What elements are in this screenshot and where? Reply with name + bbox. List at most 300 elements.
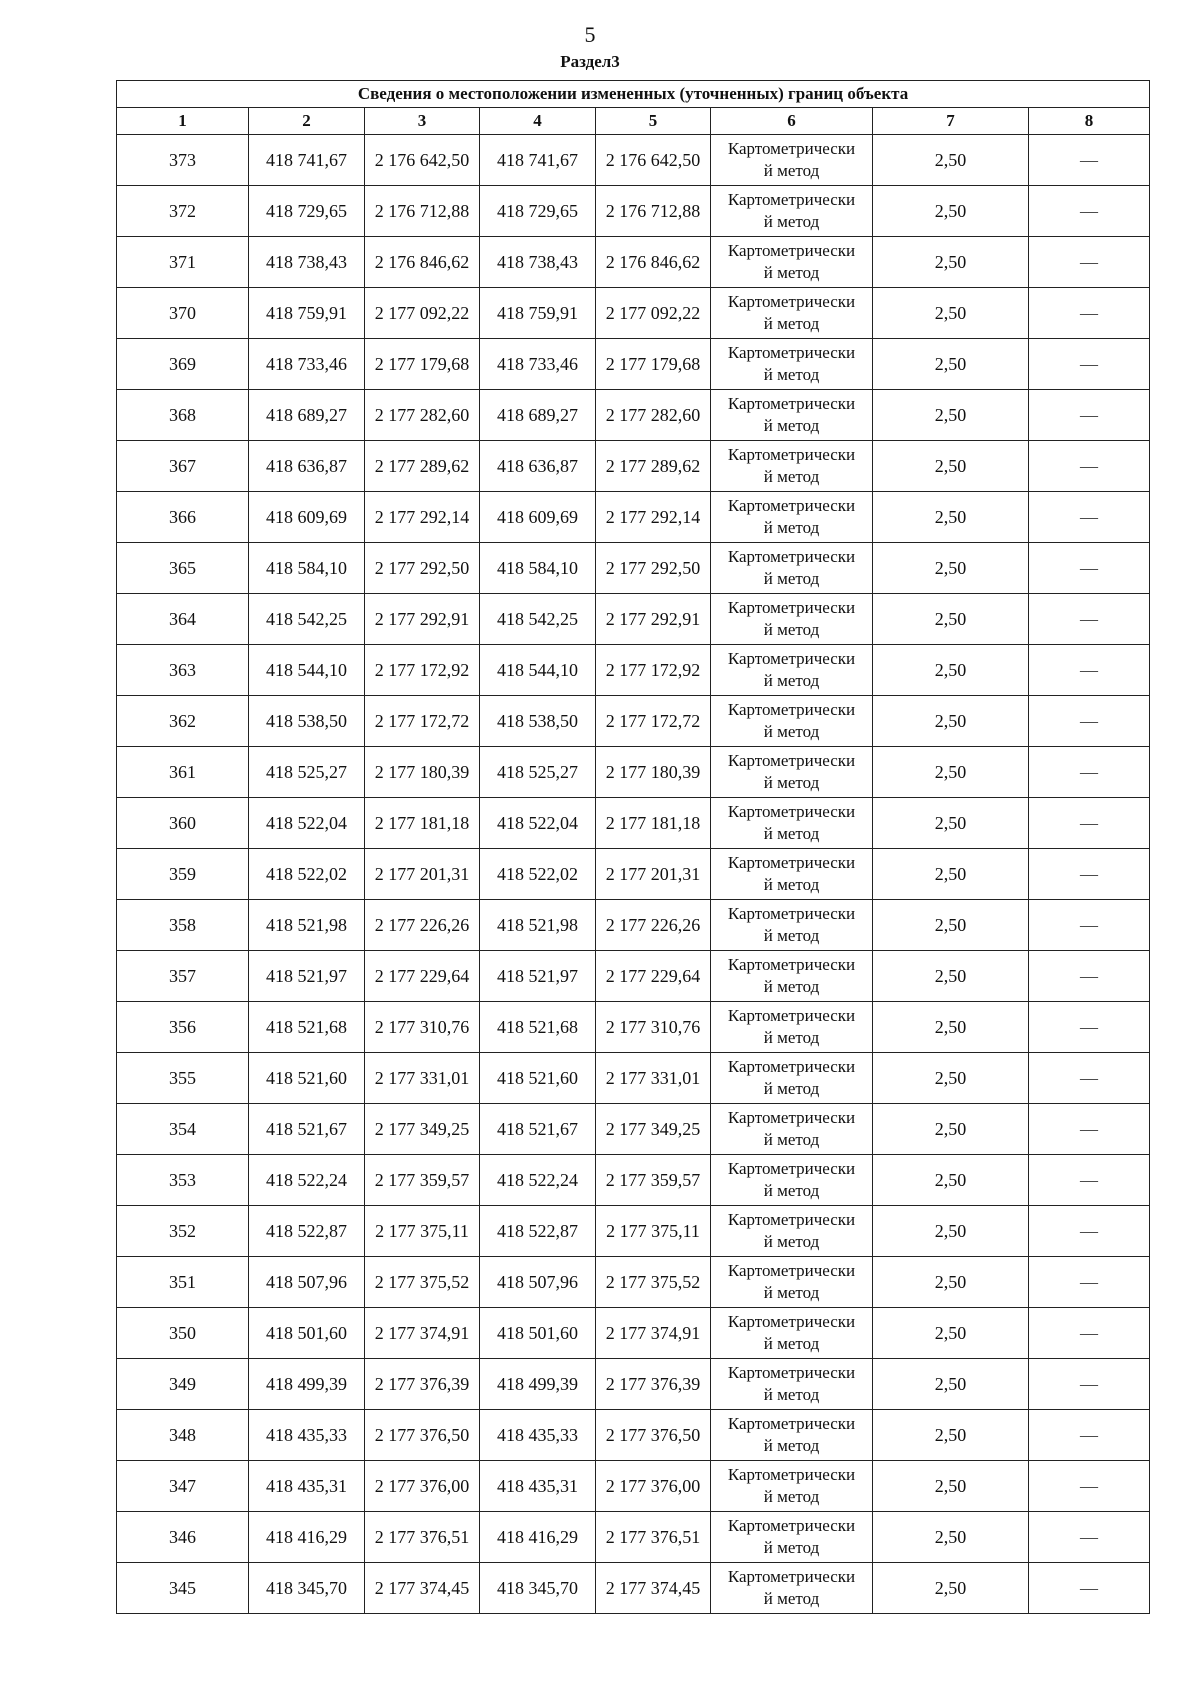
empty-dash-cell: — xyxy=(1029,645,1150,696)
empty-dash-cell: — xyxy=(1029,849,1150,900)
accuracy-cell: 2,50 xyxy=(873,1053,1029,1104)
method-line-2: й метод xyxy=(763,1283,820,1302)
x-existing-cell: 418 733,46 xyxy=(249,339,365,390)
x-existing-cell: 418 759,91 xyxy=(249,288,365,339)
y-existing-cell: 2 177 282,60 xyxy=(365,390,480,441)
point-number-cell: 355 xyxy=(117,1053,249,1104)
table-row xyxy=(117,1155,1150,1206)
method-cell xyxy=(711,1359,873,1410)
x-new-cell: 418 521,97 xyxy=(480,951,596,1002)
method-line-2: й метод xyxy=(763,620,820,639)
x-new-cell: 418 689,27 xyxy=(480,390,596,441)
accuracy-cell: 2,50 xyxy=(873,543,1029,594)
accuracy-cell: 2,50 xyxy=(873,135,1029,186)
y-existing-cell: 2 177 310,76 xyxy=(365,1002,480,1053)
method-line-2: й метод xyxy=(763,875,820,894)
method-line-2: й метод xyxy=(763,1181,820,1200)
method-cell xyxy=(711,441,873,492)
table-row xyxy=(117,288,1150,339)
x-existing-cell: 418 729,65 xyxy=(249,186,365,237)
x-new-cell: 418 507,96 xyxy=(480,1257,596,1308)
y-existing-cell: 2 177 374,91 xyxy=(365,1308,480,1359)
accuracy-cell: 2,50 xyxy=(873,237,1029,288)
method-cell xyxy=(711,390,873,441)
y-new-cell: 2 177 376,39 xyxy=(596,1359,711,1410)
method-cell xyxy=(711,186,873,237)
x-existing-cell: 418 435,31 xyxy=(249,1461,365,1512)
method-cell xyxy=(711,1512,873,1563)
empty-dash-cell: — xyxy=(1029,390,1150,441)
column-number-5: 5 xyxy=(596,108,711,135)
point-number-cell: 347 xyxy=(117,1461,249,1512)
empty-dash-cell: — xyxy=(1029,1206,1150,1257)
method-cell xyxy=(711,1155,873,1206)
accuracy-cell: 2,50 xyxy=(873,1308,1029,1359)
method-cell xyxy=(711,900,873,951)
x-new-cell: 418 636,87 xyxy=(480,441,596,492)
table-row xyxy=(117,1563,1150,1614)
column-number-4: 4 xyxy=(480,108,596,135)
point-number-cell: 368 xyxy=(117,390,249,441)
method-line-2: й метод xyxy=(763,1232,820,1251)
accuracy-cell: 2,50 xyxy=(873,849,1029,900)
method-line-1: Картометрически xyxy=(727,700,856,719)
table-row xyxy=(117,747,1150,798)
x-existing-cell: 418 521,60 xyxy=(249,1053,365,1104)
method-line-2: й метод xyxy=(763,161,820,180)
x-new-cell: 418 345,70 xyxy=(480,1563,596,1614)
accuracy-cell: 2,50 xyxy=(873,288,1029,339)
method-line-1: Картометрически xyxy=(727,1159,856,1178)
y-existing-cell: 2 177 092,22 xyxy=(365,288,480,339)
method-line-1: Картометрически xyxy=(727,1414,856,1433)
x-new-cell: 418 544,10 xyxy=(480,645,596,696)
table-row xyxy=(117,441,1150,492)
x-existing-cell: 418 522,87 xyxy=(249,1206,365,1257)
accuracy-cell: 2,50 xyxy=(873,1002,1029,1053)
x-existing-cell: 418 522,24 xyxy=(249,1155,365,1206)
method-cell xyxy=(711,1461,873,1512)
x-existing-cell: 418 435,33 xyxy=(249,1410,365,1461)
x-existing-cell: 418 345,70 xyxy=(249,1563,365,1614)
y-existing-cell: 2 177 172,72 xyxy=(365,696,480,747)
y-existing-cell: 2 177 376,51 xyxy=(365,1512,480,1563)
method-line-2: й метод xyxy=(763,1487,820,1506)
table-row xyxy=(117,1359,1150,1410)
x-new-cell: 418 738,43 xyxy=(480,237,596,288)
x-new-cell: 418 759,91 xyxy=(480,288,596,339)
y-new-cell: 2 176 642,50 xyxy=(596,135,711,186)
table-row xyxy=(117,390,1150,441)
method-cell xyxy=(711,747,873,798)
empty-dash-cell: — xyxy=(1029,441,1150,492)
y-existing-cell: 2 177 376,50 xyxy=(365,1410,480,1461)
empty-dash-cell: — xyxy=(1029,543,1150,594)
method-line-2: й метод xyxy=(763,1589,820,1608)
y-existing-cell: 2 176 712,88 xyxy=(365,186,480,237)
method-cell xyxy=(711,696,873,747)
y-existing-cell: 2 177 226,26 xyxy=(365,900,480,951)
accuracy-cell: 2,50 xyxy=(873,186,1029,237)
empty-dash-cell: — xyxy=(1029,1155,1150,1206)
method-cell xyxy=(711,1104,873,1155)
y-new-cell: 2 177 292,91 xyxy=(596,594,711,645)
y-new-cell: 2 177 374,45 xyxy=(596,1563,711,1614)
method-line-1: Картометрически xyxy=(727,1312,856,1331)
empty-dash-cell: — xyxy=(1029,798,1150,849)
point-number-cell: 365 xyxy=(117,543,249,594)
point-number-cell: 359 xyxy=(117,849,249,900)
method-line-1: Картометрически xyxy=(727,649,856,668)
x-new-cell: 418 538,50 xyxy=(480,696,596,747)
empty-dash-cell: — xyxy=(1029,339,1150,390)
method-line-1: Картометрически xyxy=(727,1363,856,1382)
y-new-cell: 2 177 092,22 xyxy=(596,288,711,339)
method-line-1: Картометрически xyxy=(727,1210,856,1229)
method-cell xyxy=(711,951,873,1002)
method-line-1: Картометрически xyxy=(727,1261,856,1280)
method-line-2: й метод xyxy=(763,467,820,486)
method-cell xyxy=(711,1002,873,1053)
point-number-cell: 369 xyxy=(117,339,249,390)
x-new-cell: 418 729,65 xyxy=(480,186,596,237)
method-line-2: й метод xyxy=(763,926,820,945)
boundary-coordinates-table xyxy=(116,80,1150,1614)
x-existing-cell: 418 525,27 xyxy=(249,747,365,798)
accuracy-cell: 2,50 xyxy=(873,951,1029,1002)
method-line-1: Картометрически xyxy=(727,853,856,872)
point-number-cell: 353 xyxy=(117,1155,249,1206)
column-number-3: 3 xyxy=(365,108,480,135)
point-number-cell: 346 xyxy=(117,1512,249,1563)
point-number-cell: 345 xyxy=(117,1563,249,1614)
method-line-1: Картометрически xyxy=(727,1108,856,1127)
empty-dash-cell: — xyxy=(1029,1257,1150,1308)
method-line-2: й метод xyxy=(763,1538,820,1557)
table-caption-row xyxy=(117,81,1150,108)
accuracy-cell: 2,50 xyxy=(873,645,1029,696)
method-line-1: Картометрически xyxy=(727,394,856,413)
method-cell xyxy=(711,135,873,186)
y-new-cell: 2 177 359,57 xyxy=(596,1155,711,1206)
table-row xyxy=(117,492,1150,543)
table-row xyxy=(117,1104,1150,1155)
y-existing-cell: 2 176 846,62 xyxy=(365,237,480,288)
column-number-8: 8 xyxy=(1029,108,1150,135)
column-numbers-row xyxy=(117,108,1150,135)
page-number: 5 xyxy=(584,22,596,47)
empty-dash-cell: — xyxy=(1029,288,1150,339)
method-cell xyxy=(711,594,873,645)
point-number-cell: 366 xyxy=(117,492,249,543)
x-new-cell: 418 733,46 xyxy=(480,339,596,390)
table-row xyxy=(117,951,1150,1002)
method-line-1: Картометрически xyxy=(727,1516,856,1535)
method-line-1: Картометрически xyxy=(727,241,856,260)
y-new-cell: 2 177 374,91 xyxy=(596,1308,711,1359)
accuracy-cell: 2,50 xyxy=(873,1563,1029,1614)
accuracy-cell: 2,50 xyxy=(873,747,1029,798)
y-new-cell: 2 177 375,52 xyxy=(596,1257,711,1308)
table-body xyxy=(117,135,1150,1614)
accuracy-cell: 2,50 xyxy=(873,594,1029,645)
table-row xyxy=(117,1461,1150,1512)
method-line-1: Картометрически xyxy=(727,445,856,464)
x-existing-cell: 418 507,96 xyxy=(249,1257,365,1308)
point-number-cell: 349 xyxy=(117,1359,249,1410)
empty-dash-cell: — xyxy=(1029,1512,1150,1563)
y-new-cell: 2 177 376,51 xyxy=(596,1512,711,1563)
accuracy-cell: 2,50 xyxy=(873,492,1029,543)
method-line-2: й метод xyxy=(763,416,820,435)
empty-dash-cell: — xyxy=(1029,237,1150,288)
empty-dash-cell: — xyxy=(1029,900,1150,951)
x-new-cell: 418 521,68 xyxy=(480,1002,596,1053)
y-existing-cell: 2 177 292,91 xyxy=(365,594,480,645)
y-new-cell: 2 177 375,11 xyxy=(596,1206,711,1257)
x-new-cell: 418 521,67 xyxy=(480,1104,596,1155)
method-line-2: й метод xyxy=(763,671,820,690)
x-existing-cell: 418 741,67 xyxy=(249,135,365,186)
x-existing-cell: 418 522,04 xyxy=(249,798,365,849)
table-row xyxy=(117,237,1150,288)
y-new-cell: 2 177 349,25 xyxy=(596,1104,711,1155)
empty-dash-cell: — xyxy=(1029,1359,1150,1410)
y-existing-cell: 2 177 375,11 xyxy=(365,1206,480,1257)
column-number-7: 7 xyxy=(873,108,1029,135)
x-new-cell: 418 521,98 xyxy=(480,900,596,951)
y-new-cell: 2 177 292,14 xyxy=(596,492,711,543)
method-line-2: й метод xyxy=(763,518,820,537)
method-line-2: й метод xyxy=(763,263,820,282)
section-title: Раздел3 xyxy=(560,52,620,71)
x-existing-cell: 418 542,25 xyxy=(249,594,365,645)
point-number-cell: 352 xyxy=(117,1206,249,1257)
table-row xyxy=(117,798,1150,849)
method-cell xyxy=(711,645,873,696)
x-existing-cell: 418 544,10 xyxy=(249,645,365,696)
x-existing-cell: 418 584,10 xyxy=(249,543,365,594)
point-number-cell: 373 xyxy=(117,135,249,186)
point-number-cell: 358 xyxy=(117,900,249,951)
empty-dash-cell: — xyxy=(1029,135,1150,186)
x-new-cell: 418 609,69 xyxy=(480,492,596,543)
table-row xyxy=(117,186,1150,237)
y-existing-cell: 2 177 331,01 xyxy=(365,1053,480,1104)
method-line-1: Картометрически xyxy=(727,802,856,821)
method-cell xyxy=(711,849,873,900)
point-number-cell: 356 xyxy=(117,1002,249,1053)
y-existing-cell: 2 177 376,00 xyxy=(365,1461,480,1512)
table-row xyxy=(117,594,1150,645)
method-cell xyxy=(711,798,873,849)
method-cell xyxy=(711,1206,873,1257)
x-existing-cell: 418 538,50 xyxy=(249,696,365,747)
accuracy-cell: 2,50 xyxy=(873,390,1029,441)
x-existing-cell: 418 501,60 xyxy=(249,1308,365,1359)
x-new-cell: 418 521,60 xyxy=(480,1053,596,1104)
table-row xyxy=(117,339,1150,390)
method-line-1: Картометрически xyxy=(727,190,856,209)
point-number-cell: 361 xyxy=(117,747,249,798)
method-cell xyxy=(711,1308,873,1359)
method-line-1: Картометрически xyxy=(727,292,856,311)
method-line-2: й метод xyxy=(763,1130,820,1149)
point-number-cell: 371 xyxy=(117,237,249,288)
x-existing-cell: 418 689,27 xyxy=(249,390,365,441)
method-line-1: Картометрически xyxy=(727,904,856,923)
method-line-1: Картометрически xyxy=(727,598,856,617)
x-new-cell: 418 522,02 xyxy=(480,849,596,900)
table-row xyxy=(117,1512,1150,1563)
x-existing-cell: 418 521,67 xyxy=(249,1104,365,1155)
y-new-cell: 2 177 292,50 xyxy=(596,543,711,594)
y-new-cell: 2 177 331,01 xyxy=(596,1053,711,1104)
x-existing-cell: 418 499,39 xyxy=(249,1359,365,1410)
column-number-2: 2 xyxy=(249,108,365,135)
point-number-cell: 350 xyxy=(117,1308,249,1359)
point-number-cell: 354 xyxy=(117,1104,249,1155)
y-new-cell: 2 177 376,00 xyxy=(596,1461,711,1512)
x-existing-cell: 418 521,97 xyxy=(249,951,365,1002)
point-number-cell: 372 xyxy=(117,186,249,237)
method-line-2: й метод xyxy=(763,212,820,231)
y-existing-cell: 2 177 181,18 xyxy=(365,798,480,849)
accuracy-cell: 2,50 xyxy=(873,1206,1029,1257)
y-existing-cell: 2 177 172,92 xyxy=(365,645,480,696)
table-row xyxy=(117,900,1150,951)
accuracy-cell: 2,50 xyxy=(873,339,1029,390)
y-existing-cell: 2 177 179,68 xyxy=(365,339,480,390)
x-new-cell: 418 435,33 xyxy=(480,1410,596,1461)
point-number-cell: 363 xyxy=(117,645,249,696)
y-new-cell: 2 177 289,62 xyxy=(596,441,711,492)
empty-dash-cell: — xyxy=(1029,492,1150,543)
table-row xyxy=(117,135,1150,186)
table-row xyxy=(117,696,1150,747)
empty-dash-cell: — xyxy=(1029,1053,1150,1104)
x-new-cell: 418 522,87 xyxy=(480,1206,596,1257)
y-new-cell: 2 176 846,62 xyxy=(596,237,711,288)
method-line-2: й метод xyxy=(763,1334,820,1353)
column-number-6: 6 xyxy=(711,108,873,135)
method-line-2: й метод xyxy=(763,1385,820,1404)
table-row xyxy=(117,645,1150,696)
point-number-cell: 362 xyxy=(117,696,249,747)
table-row xyxy=(117,1410,1150,1461)
y-existing-cell: 2 176 642,50 xyxy=(365,135,480,186)
x-new-cell: 418 522,04 xyxy=(480,798,596,849)
method-line-1: Картометрически xyxy=(727,343,856,362)
method-cell xyxy=(711,492,873,543)
empty-dash-cell: — xyxy=(1029,1410,1150,1461)
y-existing-cell: 2 177 201,31 xyxy=(365,849,480,900)
y-existing-cell: 2 177 375,52 xyxy=(365,1257,480,1308)
method-line-2: й метод xyxy=(763,977,820,996)
y-new-cell: 2 177 229,64 xyxy=(596,951,711,1002)
x-new-cell: 418 542,25 xyxy=(480,594,596,645)
method-line-1: Картометрически xyxy=(727,1006,856,1025)
method-line-1: Картометрически xyxy=(727,1465,856,1484)
x-existing-cell: 418 416,29 xyxy=(249,1512,365,1563)
point-number-cell: 370 xyxy=(117,288,249,339)
x-new-cell: 418 522,24 xyxy=(480,1155,596,1206)
y-existing-cell: 2 177 359,57 xyxy=(365,1155,480,1206)
y-existing-cell: 2 177 292,50 xyxy=(365,543,480,594)
empty-dash-cell: — xyxy=(1029,747,1150,798)
x-new-cell: 418 416,29 xyxy=(480,1512,596,1563)
method-cell xyxy=(711,1563,873,1614)
y-new-cell: 2 177 172,72 xyxy=(596,696,711,747)
table-row xyxy=(117,1206,1150,1257)
method-line-2: й метод xyxy=(763,1436,820,1455)
method-cell xyxy=(711,1410,873,1461)
y-new-cell: 2 177 180,39 xyxy=(596,747,711,798)
method-line-1: Картометрически xyxy=(727,955,856,974)
empty-dash-cell: — xyxy=(1029,1563,1150,1614)
accuracy-cell: 2,50 xyxy=(873,1155,1029,1206)
y-existing-cell: 2 177 374,45 xyxy=(365,1563,480,1614)
method-line-1: Картометрически xyxy=(727,751,856,770)
table-row xyxy=(117,1002,1150,1053)
method-line-1: Картометрически xyxy=(727,496,856,515)
method-line-2: й метод xyxy=(763,722,820,741)
y-existing-cell: 2 177 289,62 xyxy=(365,441,480,492)
method-line-1: Картометрически xyxy=(727,1057,856,1076)
point-number-cell: 357 xyxy=(117,951,249,1002)
table-row xyxy=(117,1053,1150,1104)
y-new-cell: 2 177 179,68 xyxy=(596,339,711,390)
empty-dash-cell: — xyxy=(1029,594,1150,645)
table-row xyxy=(117,849,1150,900)
y-new-cell: 2 177 282,60 xyxy=(596,390,711,441)
y-new-cell: 2 177 172,92 xyxy=(596,645,711,696)
y-existing-cell: 2 177 180,39 xyxy=(365,747,480,798)
accuracy-cell: 2,50 xyxy=(873,696,1029,747)
method-line-2: й метод xyxy=(763,314,820,333)
method-line-1: Картометрически xyxy=(727,547,856,566)
accuracy-cell: 2,50 xyxy=(873,441,1029,492)
method-line-2: й метод xyxy=(763,1028,820,1047)
empty-dash-cell: — xyxy=(1029,696,1150,747)
point-number-cell: 367 xyxy=(117,441,249,492)
x-existing-cell: 418 609,69 xyxy=(249,492,365,543)
accuracy-cell: 2,50 xyxy=(873,1512,1029,1563)
y-new-cell: 2 177 376,50 xyxy=(596,1410,711,1461)
accuracy-cell: 2,50 xyxy=(873,1410,1029,1461)
accuracy-cell: 2,50 xyxy=(873,1104,1029,1155)
x-new-cell: 418 435,31 xyxy=(480,1461,596,1512)
method-line-2: й метод xyxy=(763,773,820,792)
point-number-cell: 351 xyxy=(117,1257,249,1308)
method-line-2: й метод xyxy=(763,569,820,588)
y-new-cell: 2 176 712,88 xyxy=(596,186,711,237)
table-row xyxy=(117,543,1150,594)
x-new-cell: 418 501,60 xyxy=(480,1308,596,1359)
accuracy-cell: 2,50 xyxy=(873,1359,1029,1410)
empty-dash-cell: — xyxy=(1029,1104,1150,1155)
empty-dash-cell: — xyxy=(1029,186,1150,237)
point-number-cell: 360 xyxy=(117,798,249,849)
x-new-cell: 418 525,27 xyxy=(480,747,596,798)
empty-dash-cell: — xyxy=(1029,1308,1150,1359)
x-existing-cell: 418 521,68 xyxy=(249,1002,365,1053)
table-row xyxy=(117,1308,1150,1359)
x-new-cell: 418 584,10 xyxy=(480,543,596,594)
y-existing-cell: 2 177 349,25 xyxy=(365,1104,480,1155)
method-line-1: Картометрически xyxy=(727,1567,856,1586)
method-cell xyxy=(711,543,873,594)
